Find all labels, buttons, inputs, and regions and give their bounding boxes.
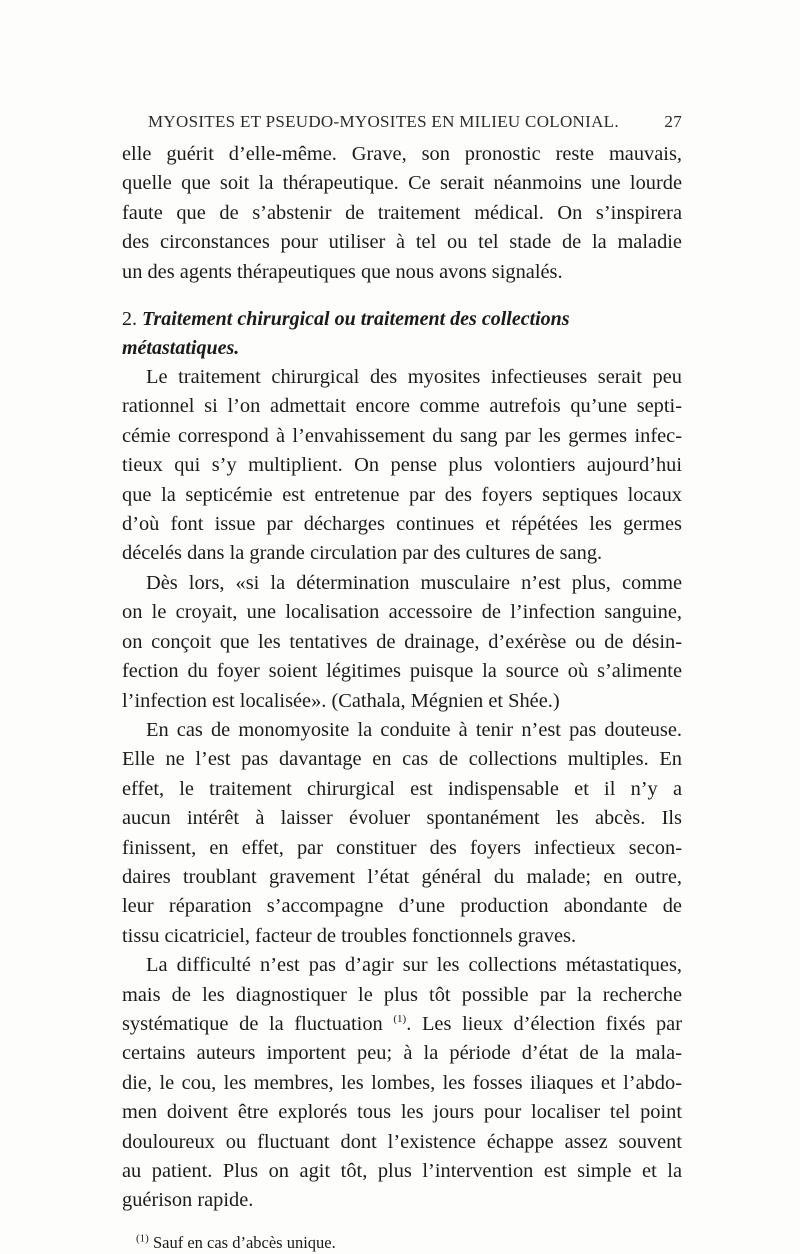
text-line: La difficulté n’est pas d’agir sur les collections métastatiques, [146, 954, 682, 977]
text-line: tissu cicatriciel, facteur de troubles fonctionnels graves. [122, 924, 577, 947]
text-line: que la septicémie est entretenue par des foyers septiques locaux [122, 483, 682, 506]
text-line: l’infection est localisée». (Cathala, Mégnien et Shée.) [122, 689, 560, 712]
text-line: guérison rapide. [122, 1189, 254, 1212]
text-line: aucun intérêt à laisser évoluer spontanément les abcès. Ils [122, 807, 682, 830]
text-line: men doivent être explorés tous les jours pour localiser tel point [122, 1101, 682, 1124]
text-line: fection du foyer soient légitimes puisque la source où s’alimente [122, 660, 682, 683]
paragraph-4 [122, 951, 682, 1216]
text-line: elle guérit d’elle-même. Grave, son pronostic reste mauvais, [122, 143, 682, 165]
paragraph-3 [122, 716, 682, 951]
text-segment: . Les lieux d’élection fixés par [406, 1012, 682, 1035]
paragraph-1 [122, 363, 682, 569]
text-line: quelle que soit la thérapeutique. Ce serait néanmoins une lourde [122, 172, 682, 195]
text-line: daires troublant gravement l’état général du malade; en outre, [122, 865, 682, 888]
text-line: au patient. Plus on agit tôt, plus l’intervention est simple et la [122, 1160, 682, 1182]
text-line: finissent, en effet, par constituer des foyers infectieux secon- [122, 836, 682, 859]
text-line: un des agents thérapeutiques que nous avons signalés. [122, 260, 563, 283]
text-line-with-footnote-ref [122, 1010, 682, 1039]
text-line: des circonstances pour utiliser à tel ou tel stade de la maladie [122, 231, 682, 254]
text-line: décelés dans la grande circulation par des cultures de sang. [122, 542, 603, 565]
text-line: En cas de monomyosite la conduite à tenir n’est pas douteuse. [146, 718, 682, 741]
running-head-title: MYOSITES ET PSEUDO-MYOSITES EN MILIEU COLONIAL. [148, 112, 619, 131]
text-line: douloureux ou fluctuant dont l’existence échappe assez souvent [122, 1130, 682, 1153]
footnote-marker: (1) [136, 1232, 149, 1245]
text-segment: systématique de la fluctuation [122, 1012, 394, 1035]
footnote [122, 1232, 682, 1254]
text-line: on le croyait, une localisation accessoire de l’infection sanguine, [122, 601, 682, 624]
book-page [122, 112, 682, 1254]
text-line: on conçoit que les tentatives de drainage, d’exérèse ou de désin- [122, 630, 682, 653]
text-line: Le traitement chirurgical des myosites infectieuses serait peu [146, 366, 682, 389]
text-line: leur réparation s’accompagne d’une production abondante de [122, 895, 682, 918]
footnote-text: Sauf en cas d’abcès unique. [152, 1232, 336, 1252]
footnote-reference[interactable]: (1) [393, 1013, 407, 1026]
text-line: tieux qui s’y multiplient. On pense plus volontiers aujourd’hui [122, 454, 682, 477]
text-line: certains auteurs importent peu; à la période d’état de la mala- [122, 1042, 682, 1065]
running-head [122, 112, 682, 140]
section-heading [122, 305, 682, 363]
section-number: 2. [122, 308, 137, 331]
text-line: mais de les diagnostiquer le plus tôt possible par la recherche [122, 983, 682, 1006]
intro-paragraph [122, 140, 682, 287]
section-title: Traitement chirurgical ou traitement des collections métastatiques. [122, 308, 570, 360]
page-number: 27 [664, 112, 682, 131]
text-line: faute que de s’abstenir de traitement médical. On s’inspirera [122, 201, 682, 224]
text-line: Dès lors, «si la détermination musculaire n’est plus, comme [146, 571, 682, 594]
text-line: d’où font issue par décharges continues et répétées les germes [122, 513, 682, 536]
text-line: cémie correspond à l’envahissement du sang par les germes infec- [122, 424, 682, 447]
paragraph-2 [122, 569, 682, 716]
text-line: effet, le traitement chirurgical est indispensable et il n’y a [122, 777, 682, 800]
text-line: die, le cou, les membres, les lombes, les fosses iliaques et l’abdo- [122, 1071, 682, 1094]
text-line: Elle ne l’est pas davantage en cas de collections multiples. En [122, 748, 682, 771]
text-line: rationnel si l’on admettait encore comme autrefois qu’une septi- [122, 395, 682, 418]
